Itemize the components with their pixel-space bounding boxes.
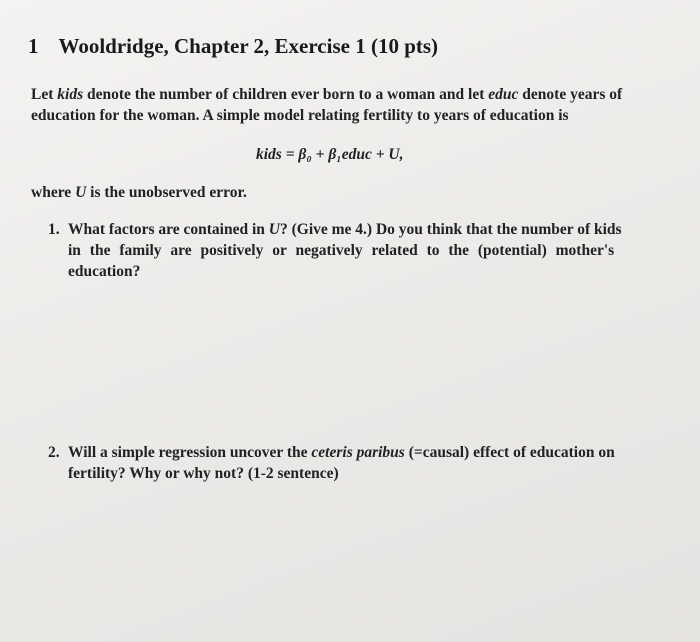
where-statement — [31, 184, 247, 202]
intro-text: Let — [31, 86, 58, 103]
question-text: What factors are contained in — [68, 221, 269, 238]
intro-var-educ: educ — [488, 86, 519, 103]
question-text: (=causal) effect of education on — [404, 444, 615, 461]
question-2 — [48, 442, 648, 484]
where-var-u: U — [75, 184, 87, 201]
question-1-line-3: education? — [68, 263, 141, 280]
model-equation: kids = β₀ + β₁educ + U, — [256, 146, 404, 163]
intro-text: denote the number of children ever born to a woman and let — [83, 86, 489, 103]
question-var-u: U — [268, 221, 280, 238]
intro-line-1 — [31, 84, 651, 105]
question-text: ? (Give me 4.) Do you think that the number of kids — [279, 221, 622, 238]
question-1 — [48, 219, 648, 282]
exercise-title: Wooldridge, Chapter 2, Exercise 1 (10 pts) — [58, 34, 439, 58]
question-1-line-1 — [68, 219, 648, 240]
question-2-line-2: fertility? Why or why not? (1-2 sentence) — [68, 465, 339, 482]
intro-line-2: education for the woman. A simple model relating fertility to years of education is — [31, 107, 569, 124]
question-text: Will a simple regression uncover the — [68, 444, 312, 461]
question-1-number: 1. — [48, 221, 60, 238]
exercise-heading — [28, 34, 438, 59]
question-2-number: 2. — [48, 444, 60, 461]
intro-var-kids: kids — [57, 86, 84, 103]
intro-paragraph — [31, 84, 651, 126]
where-text: is the unobserved error. — [86, 184, 247, 201]
intro-text: denote years of — [518, 86, 623, 103]
where-text: where — [31, 184, 76, 201]
question-1-line-2: in the family are positively or negatively related to the (potential) mother's — [68, 242, 615, 259]
exercise-number: 1 — [28, 34, 39, 58]
question-2-line-1 — [68, 442, 648, 463]
question-term-ceteris-paribus: ceteris paribus — [311, 444, 405, 461]
